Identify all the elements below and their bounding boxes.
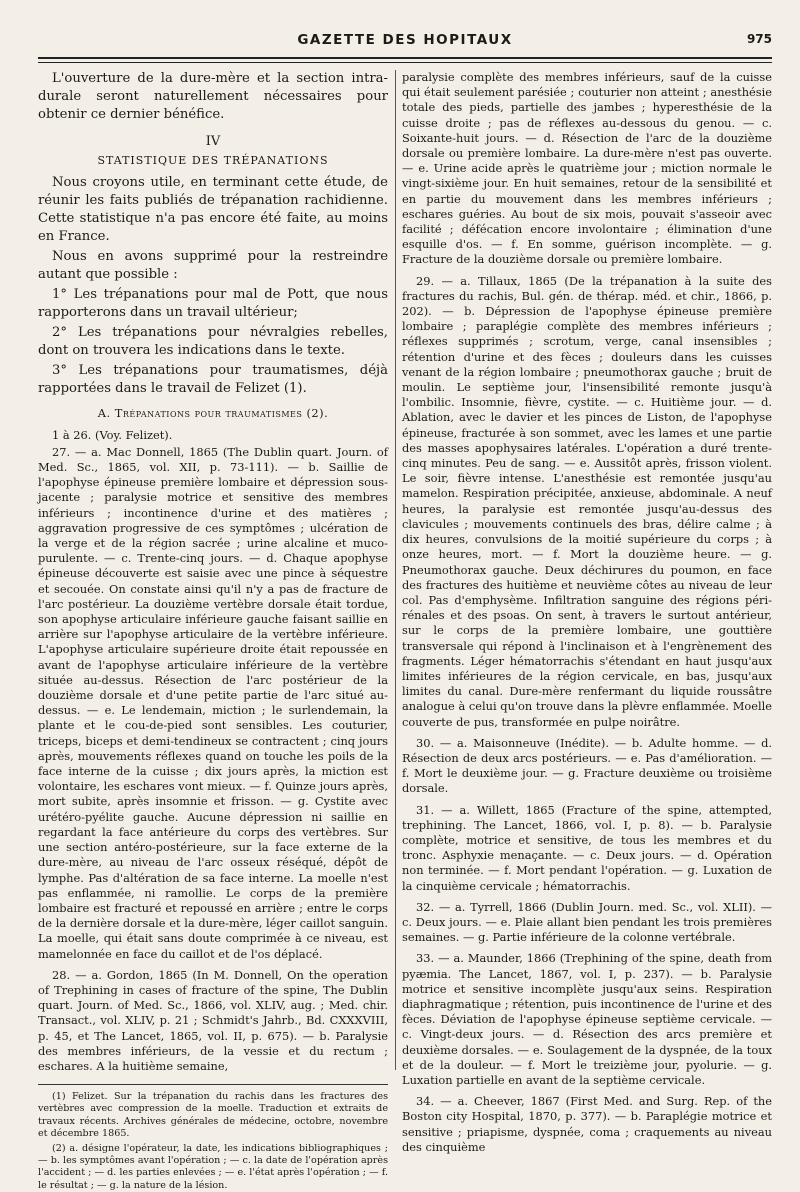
exclusion-item-3: 3° Les trépanations pour traumatismes, déjà rapportées dans le travail de Felizet (1).: [38, 363, 388, 397]
exclusion-item-2: 2° Les trépanations pour névralgies rebelles, dont on trouvera les indications dans le texte.: [38, 325, 388, 359]
page-number: 975: [746, 32, 772, 46]
case-27: 27. — a. Mac Donnell, 1865 (The Dublin quart. Journ. of Med. Sc., 1865, vol. XII, p. 73-111). — b. Saillie de l'apophyse épineuse première lombaire et dépression sous-jacente ; paralysie motrice et sensitive des membres inférieurs ; incontinence d'urine et des matières ; aggravation progressive de ces symptômes ; ulcération de la verge et de la région sacrée ; urine alcaline et muco-purulente. — c. Trente-cinq jours. — d. Chaque apophyse épineuse découverte est saisie avec une pince à séquestre et secouée. On constate ainsi qu'il n'y a pas de fracture de l'arc postérieur. La douzième vertèbre dorsale était tordue, son apophyse articulaire inférieure gauche faisant saillie en arrière sur l'apophyse articulaire de la vertèbre inférieure. L'apophyse articulaire supérieure droite était repoussée en avant de l'apophyse articulaire inférieure de la vertèbre située au-dessus. Résection de l'arc postérieur de la douzième dorsale et d'une petite partie de l'arc situé au-dessus. — e. Le lendemain, miction ; le surlendemain, la plante et le cou-de-pied sont sensibles. Les couturier, triceps, biceps et demi-tendineux se contractent ; cinq jours après, mouvements réflexes quand on touche les poils de la face interne de la cuisse ; dix jours après, la miction est volontaire, les eschares vont mieux. — f. Quinze jours après, mort subite, après insomnie et frisson. — g. Cystite avec urétéro-pyélite gauche. Aucune dépression ni saillie en regardant la face antérieure du corps des vertèbres. Sur une section antéro-postérieure, sur la face externe de la dure-mère, au niveau de l'arc osseux réséqué, dépôt de lymphe. Pas d'altération de sa face interne. La moelle n'est pas enflammée, ni ramollie. Le corps de la première lombaire est fracturé et repoussé en arrière ; entre le corps de la dernière dorsale et la dure-mère, léger caillot sanguin. La moelle, qui était sans doute comprimée à ce niveau, est mamelonnée en face du caillot et de l'os déplacé.: [38, 444, 388, 961]
intro-paragraph: L'ouverture de la dure-mère et la section intra-durale seront naturellement nécessaires pour obtenir ce dernier bénéfice.: [38, 71, 388, 122]
statistics-paragraph: Nous croyons utile, en terminant cette étude, de réunir les faits publiés de trépanation rachidienne. Cette statistique n'a pas encore été faite, au moins en France.: [38, 175, 388, 245]
exclusion-paragraph: Nous en avons supprimé pour la restreindre autant que possible :: [38, 249, 388, 283]
header-rule-thick: [38, 57, 772, 59]
case-30: 30. — a. Maisonneuve (Inédite). — b. Adulte homme. — d. Résection de deux arcs postérieurs. — e. Pas d'amélioration. — f. Mort le deuxième jour. — g. Fracture deuxième ou troisième dorsale.: [402, 735, 772, 796]
footnote-rule: [38, 1084, 388, 1085]
section-number: IV: [205, 134, 221, 149]
case-28-continued: paralysie complète des membres inférieurs, sauf de la cuisse qui était seulement parésiée ; couturier non atteint ; anesthésie totale des pieds, partielle des jambes ; hyperesthésie de la cuisse droite ; pas de réflexes au-dessous du genou. — c. Soixante-huit jours. — d. Résection de l'arc de la douzième dorsale ou première lombaire. La dure-mère n'est pas ouverte. — e. Urine acide après le quatrième jour ; miction normale le vingt-sixième jour. En huit semaines, retour de la sensibilité et en partie du mouvement dans les membres inférieurs ; eschares guéries. Au bout de six mois, pouvait s'asseoir avec facilité ; défécation encore involontaire ; élimination d'une esquille d'os. — f. En somme, guérison incomplète. — g. Fracture de la douzième dorsale ou première lombaire.: [402, 70, 772, 267]
subsection-title: A. Trépanations pour traumatismes (2).: [97, 406, 329, 421]
header-rule-thin: [38, 62, 772, 63]
case-33: 33. — a. Maunder, 1866 (Trephining of the spine, death from pyæmia. The Lancet, 1867, vol. I, p. 237). — b. Paralysie motrice et sensitive incomplète jusqu'aux seins. Respiration diaphragmatique ; rétention, puis incontinence de l'urine et des fèces. Déviation de l'apophyse épineuse septième cervicale. — c. Vingt-deux jours. — d. Résection des arcs première et deuxième dorsales. — e. Soulagement de la dyspnée, de la toux et de la douleur. — f. Mort le treizième jour, pyolurie. — g. Luxation partielle en avant de la septième cervicale.: [402, 951, 772, 1087]
case-29: 29. — a. Tillaux, 1865 (De la trépanation à la suite des fractures du rachis, Bul. gén. de thérap. méd. et chir., 1866, p. 202). — b. Dépression de l'apophyse épineuse première lombaire ; paraplégie complète des membres inférieurs ; réflexes supprimés ; scrotum, verge, canal insensibles ; rétention d'urine et des fèces ; douleurs dans les cuisses venant de la région lombaire ; pneumothorax gauche ; bruit de moulin. Le septième jour, l'insensibilité remonte jusqu'à l'ombilic. Insomnie, fièvre, cystite. — c. Huitième jour. — d. Ablation, avec le davier et les pinces de Liston, de l'apophyse épineuse, fracturée à son sommet, avec les lames et une partie des masses apophysaires latérales. L'opération a duré trente-cinq minutes. Peu de sang. — e. Aussitôt après, frisson violent. Le soir, fièvre intense. L'anesthésie est remontée jusqu'au mamelon. Respiration précipitée, anxieuse, abdominale. A neuf heures, la paralysie est remontée jusqu'au-dessus des clavicules ; mouvements continuels des bras, délire calme ; à dix heures, convulsions de la moitié supérieure du corps ; à onze heures, mort. — f. Mort la douzième heure. — g. Pneumothorax gauche. Deux déchirures du poumon, en face des fractures des huitième et neuvième côtes au niveau de leur col. Pas d'emphysème. Infiltration sanguine des régions péri-rénales et des psoas. On sent, à travers le surtout antérieur, sur le corps de la première lombaire, une gouttière transversale qui répond à l'inclinaison et à l'engrènement des fragments. Léger hématorrachis s'étendant en haut jusqu'aux limites inférieures de la région cervicale, en bas, jusqu'aux limites du canal. Dure-mère renfermant du liquide roussâtre analogue à celui qu'on trouve dans la plèvre enflammée. Moelle couverte de pus, transformée en pulpe noirâtre.: [402, 273, 772, 729]
running-title: GAZETTE DES HOPITAUX: [297, 32, 513, 48]
case-34: 34. — a. Cheever, 1867 (First Med. and Surg. Rep. of the Boston city Hospital, 1870, p. 377). — b. Paraplégie motrice et sensitive ; priapisme, dyspnée, coma ; craquements au niveau des cinquième: [402, 1094, 772, 1154]
case-1-26: 1 à 26. (Voy. Felizet).: [52, 427, 173, 442]
right-column: [402, 70, 772, 1154]
page-header: [38, 28, 772, 58]
case-32: 32. — a. Tyrrell, 1866 (Dublin Journ. med. Sc., vol. XLII). — c. Deux jours. — e. Plaie allant bien pendant les trois premières semaines. — g. Partie inférieure de la colonne vertébrale.: [402, 899, 772, 945]
exclusion-item-1: 1° Les trépanations pour mal de Pott, que nous rapporterons dans un travail ultérieur;: [38, 287, 388, 321]
left-column: [38, 70, 388, 1191]
case-28: 28. — a. Gordon, 1865 (In M. Donnell, On the operation of Trephining in cases of fracture of the spine, The Dublin quart. Journ. of Med. Sc., 1866, vol. XLIV, aug. ; Med. chir. Transact., vol. XLIV, p. 21 ; Schmidt's Jahrb., Bd. CXXXVIII, p. 45, et The Lancet, 1865, vol. II, p. 675). — b. Paralysie des membres inférieurs, de la vessie et du rectum ; eschares. A la huitième semaine,: [38, 967, 388, 1073]
footnote-1: (1) Felizet. Sur la trépanation du rachis dans les fractures des vertèbres avec compression de la moelle. Traduction et extraits de travaux récents. Archives générales de médecine, octobre, novembre et décembre 1865.: [38, 1091, 388, 1139]
section-title: STATISTIQUE DES TRÉPANATIONS: [97, 154, 329, 168]
case-31: 31. — a. Willett, 1865 (Fracture of the spine, attempted, trephining. The Lancet, 1866, vol. I, p. 8). — b. Paralysie complète, motrice et sensitive, de tous les membres et du tronc. Asphyxie menaçante. — c. Deux jours. — d. Opération non terminée. — f. Mort pendant l'opération. — g. Luxation de la cinquième cervicale ; hématorrachis.: [402, 802, 772, 893]
column-divider: [395, 70, 396, 1070]
footnote-2: (2) a. désigne l'opérateur, la date, les indications bibliographiques ; — b. les symptômes avant l'opération ; — c. la date de l'opération après l'accident ; — d. les parties enlevées ; — e. l'état après l'opération ; — f. le résultat ; — g. la nature de la lésion.: [38, 1142, 388, 1191]
